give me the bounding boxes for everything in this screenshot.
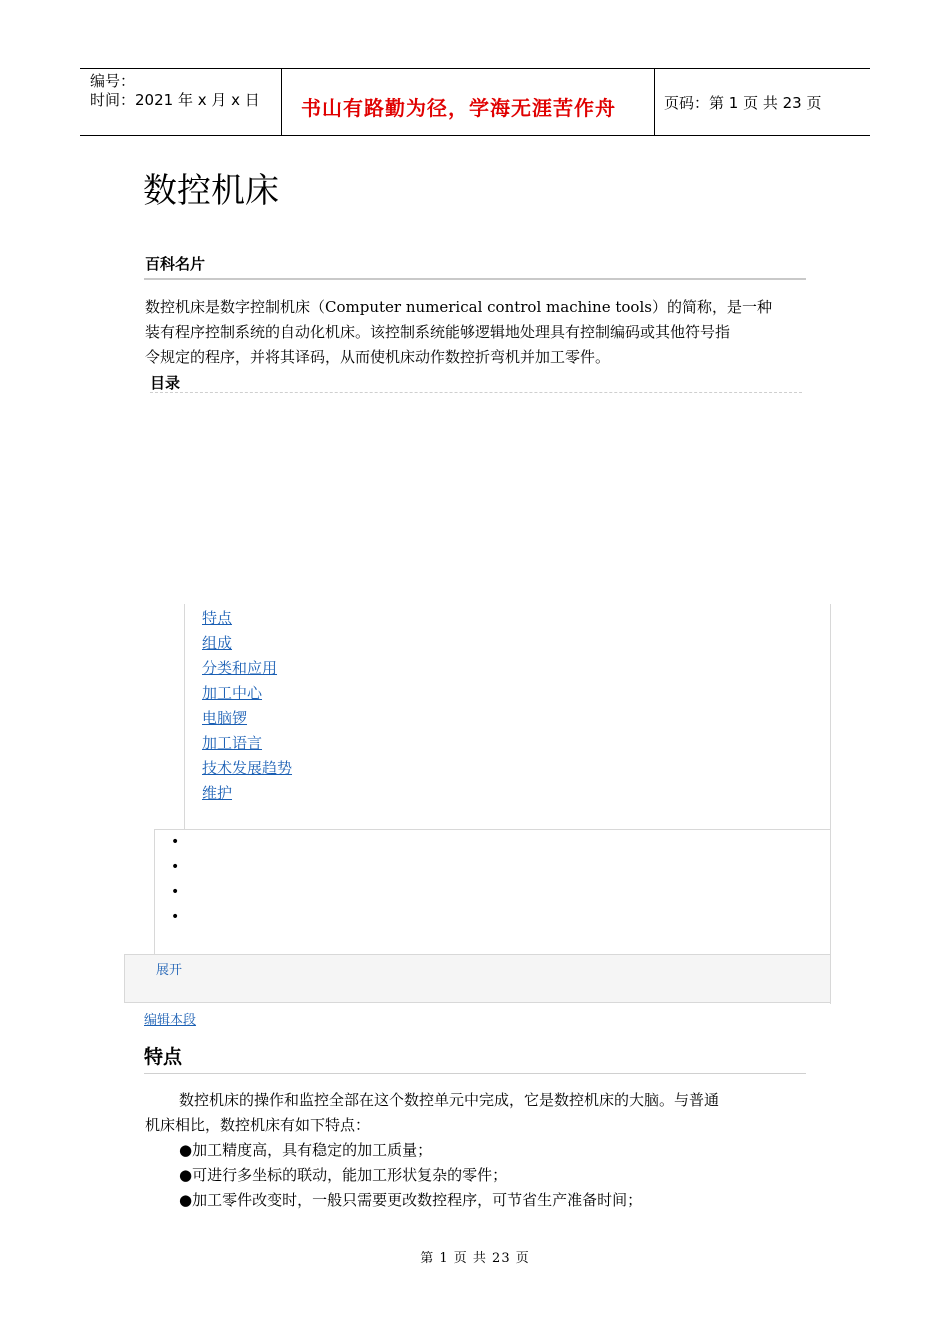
toc-box-mid-rule [154,829,831,830]
toc-link-machining-center[interactable]: 加工中心 [202,684,263,702]
toc-box-right-border [830,604,831,1004]
section-line: ●加工零件改变时，一般只需要更改数控程序，可节省生产准备时间； [179,1191,643,1209]
header-bottom-rule [80,135,870,136]
toc-title: 目录 [150,374,181,392]
intro-line: 令规定的程序，并将其译码，从而使机床动作数控折弯机并加工零件。 [145,348,611,366]
header-page-info: 页码：第 1 页 共 23 页 [664,94,822,112]
bullet-box-left-border [154,829,155,954]
intro-line: 装有程序控制系统的自动化机床。该控制系统能够逻辑地处理具有控制编码或其他符号指 [145,323,731,341]
bullet-item: • [171,884,180,900]
toc-link-features[interactable]: 特点 [202,609,233,627]
toc-link-cnc-mill[interactable]: 电脑锣 [202,709,248,727]
subtitle: 百科名片 [145,255,206,273]
page-footer: 第 1 页 共 23 页 [420,1251,530,1266]
toc-dashed-rule [150,392,802,393]
expand-toggle[interactable]: 展开 [156,963,183,978]
toc-link-language[interactable]: 加工语言 [202,734,263,752]
toc-list [202,606,292,806]
expand-bar [124,954,831,1003]
toc-box-left-border [184,604,185,830]
section-line: ●加工精度高，具有稳定的加工质量； [179,1141,433,1159]
subtitle-rule [144,278,806,280]
bullet-item: • [171,909,180,925]
section-rule [144,1073,806,1074]
toc-link-trends[interactable]: 技术发展趋势 [202,759,293,777]
toc-link-composition[interactable]: 组成 [202,634,233,652]
header-divider-1 [281,68,282,136]
header-top-rule [80,68,870,69]
bullet-item: • [171,834,180,850]
header-date: 时间：2021 年 x 月 x 日 [90,91,260,109]
intro-paragraph [145,295,810,370]
header-motto: 书山有路勤为径，学海无涯苦作舟 [301,96,616,120]
toc-link-classification[interactable]: 分类和应用 [202,659,278,677]
toc-link-maintenance[interactable]: 维护 [202,784,233,802]
header-code-label: 编号： [90,72,136,90]
header-divider-2 [654,68,655,136]
section-body [145,1088,810,1213]
edit-section-link[interactable]: 编辑本段 [144,1013,197,1028]
bullet-item: • [171,859,180,875]
section-line: 机床相比，数控机床有如下特点： [145,1116,371,1134]
section-line: ●可进行多坐标的联动，能加工形状复杂的零件； [179,1166,508,1184]
page-title: 数控机床 [143,171,279,211]
intro-line: 数控机床是数字控制机床（Computer numerical control machine tools）的简称，是一种 [145,298,772,316]
section-title: 特点 [144,1046,183,1068]
section-line: 数控机床的操作和监控全部在这个数控单元中完成，它是数控机床的大脑。与普通 [179,1091,720,1109]
